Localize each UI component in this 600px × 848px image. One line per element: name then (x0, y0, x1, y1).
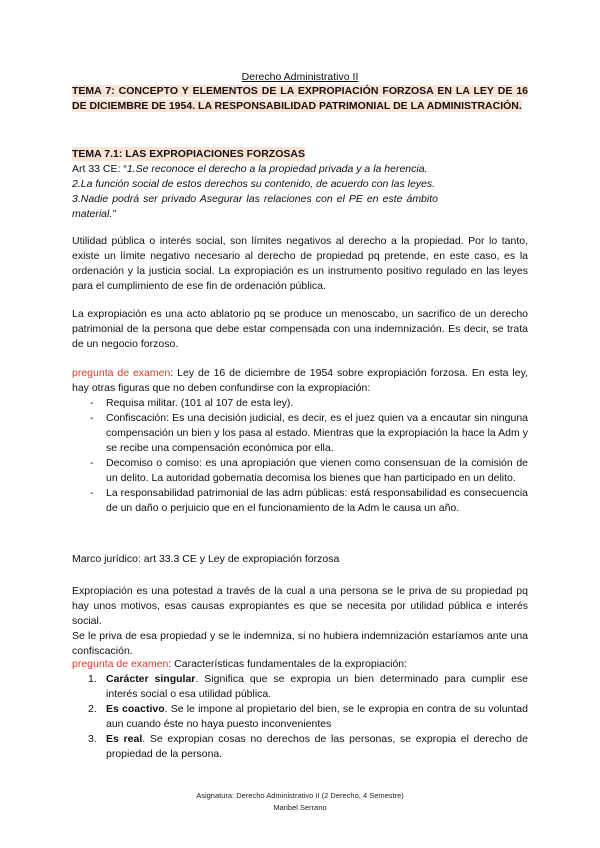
paragraph-acto-ablatorio: La expropiación es una acto ablatorio pq se produce un menoscabo, un sacrifico de un derecho patrimonial de la persona que debe estar compensada con una indemnización. Es decir, se trata de un negocio forzoso. (72, 308, 528, 350)
list-item: - Decomiso o comiso: es una apropiación que vienen como consensuan de la comisión de un delito. La autoridad gobernatia decomisa los bienes que han participado en un delito. (72, 456, 528, 486)
art33-prefix: Art 33 CE: “ (72, 163, 127, 175)
item-title: Es real (106, 733, 143, 745)
item-number: 2. (88, 703, 97, 715)
footer-subject: Asignatura: Derecho Administrativo II (2 Derecho, 4 Semestre) (196, 791, 404, 800)
subtema-heading: TEMA 7.1: LAS EXPROPIACIONES FORZOSAS (72, 148, 305, 160)
paragraph-potestad-b: Se le priva de esa propiedad y se le indemniza, si no hubiera indemnización estaríamos ante una confiscación. (72, 630, 528, 657)
art33-line3: 3.Nadie podrá ser privado Asegurar las relaciones con el PE en este ámbito material.” (72, 193, 438, 220)
footer-author: Maribel Serrano (273, 803, 327, 812)
list-item (72, 732, 528, 762)
tema-heading-text: TEMA 7: CONCEPTO Y ELEMENTOS DE LA EXPROPIACIÓN FORZOSA EN LA LEY DE 16 DE DICIEMBRE DE 1954. LA RESPONSABILIDAD PATRIMONIAL DE LA ADMINISTRACIÓN. (72, 85, 528, 112)
item-text: . Significa que se expropia un bien determinado para cumplir ese interés social o esa utilidad pública. (106, 673, 528, 700)
paragraph-potestad-a: Expropiación es una potestad a través de la cual a una persona se le priva de su propiedad pq hay unos motivos, esas causas expropiantes es que se necesita por utilidad pública e interés social. (72, 585, 528, 627)
list-item (72, 672, 528, 702)
art33-quote (72, 162, 528, 222)
item-title: Es coactivo (106, 703, 165, 715)
item-text: . Se expropian cosas no derechos de las personas, se expropia el derecho de propiedad de la persona. (106, 733, 528, 760)
exam-question-1 (72, 366, 528, 516)
list-item: - La responsabilidad patrimonial de las adm públicas: está responsabilidad es consecuencia de un daño o perjuicio que en el funcionamiento de la Adm le causa un año. (72, 486, 528, 516)
exam-text: : Características fundamentales de la expropiación: (168, 658, 408, 670)
exam-label: pregunta de examen (72, 658, 169, 670)
exam-text: : Ley de 16 de diciembre de 1954 sobre expropiación forzosa. En esta ley, hay otras figuras que no deben confundirse con la expropiación: (72, 367, 528, 394)
characteristics-list (72, 672, 528, 762)
paragraph-potestad (72, 584, 528, 659)
list-item: - Confiscación: Es una decisión judicial, es decir, es el juez quien va a encautar sin ninguna compensación un bien y los pasa al estado. Mientras que la expropiación la hace la Adm y se recibe una compensación económica por ella. (72, 411, 528, 456)
item-number: 3. (88, 733, 97, 745)
paragraph-utilidad: Utilidad pública o interés social, son límites negativos al derecho a la propiedad. Por lo tanto, existe un límite negativo necesario al derecho de propiedad pq pretende, en este caso, es la ordenación y la justicia social. La expropiación es un instrumento positivo regulado en las leyes para el cumplimiento de ese fin de ordenación pública. (72, 235, 528, 292)
list-item: - Requisa militar. (101 al 107 de esta ley). (72, 396, 528, 411)
marco-juridico: Marco jurídico: art 33.3 CE y Ley de expropiación forzosa (72, 553, 340, 565)
document-title: Derecho Administrativo II (241, 71, 359, 83)
tema-heading (72, 84, 528, 114)
item-title: Carácter singular (106, 673, 196, 685)
exam-question-2 (72, 657, 528, 762)
list-item (72, 702, 528, 732)
art33-line2: 2.La función social de estos derechos su contenido, de acuerdo con las leyes. (72, 178, 436, 190)
art33-line1: 1.Se reconoce el derecho a la propiedad privada y a la herencia. (126, 163, 428, 175)
figures-list (72, 396, 528, 516)
exam-label: pregunta de examen (72, 367, 171, 379)
item-number: 1. (88, 673, 97, 685)
item-text: . Se le impone al propietario del bien, se le expropia en contra de su voluntad aun cuando éste no haya puesto inconvenientes (106, 703, 528, 730)
